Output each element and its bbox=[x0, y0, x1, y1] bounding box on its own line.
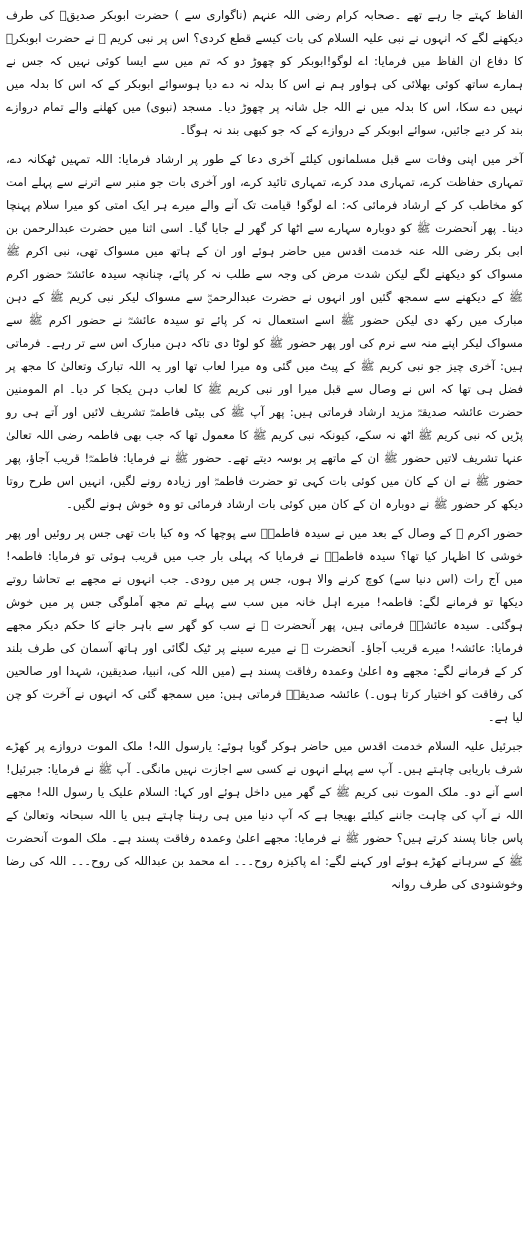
paragraph-angel-of-death: جبرئیل علیہ السلام خدمت اقدس میں حاضر ہوکر گویا ہوئے: یارسول اللہ! ملک الموت دروازے پر کھڑے شرف باریابی چاہتے ہیں۔ آپ سے پہلے انہوں نے کسی سے اجازت نہیں مانگی۔ آپ ﷺ نے فرمایا: جبرئیل! اسے آنے دو۔ ملک الموت نبی کریم ﷺ کے گھر میں داخل ہوئے اور کہا: السلام علیک یا رسول اللہ! مجھے اللہ نے آپ کی چاہت جاننے کیلئے بھیجا ہے کہ آپ دنیا میں ہی رہنا چاہتے ہیں یا اللہ سبحانہ وتعالیٰ کے پاس جانا پسند کرتے ہیں؟ حضور ﷺ نے فرمایا: مجھے اعلیٰ وعمدہ رفاقت پسند ہے۔ ملک الموت آنحضرت ﷺ کے سرہانے کھڑے ہوئے اور کہنے لگے: اے پاکیزہ روح۔۔۔ اے محمد بن عبداللہ کی روح۔۔۔ اللہ کی رضا وخوشنودی کی طرف روانہ bbox=[6, 739, 523, 891]
paragraph-fatima: حضور اکرم ﷺ کے وصال کے بعد میں نے سیدہ فاطمہؓ سے پوچھا کہ وہ کیا بات تھی جس پر روئیں اور پھر خوشی کا اظہار کیا تھا؟ سیدہ فاطمہؓ نے فرمایا کہ پہلی بار جب میں قریب ہوئی تو فرمایا: فاطمہ! میں آج رات (اس دنیا سے) کوچ کرنے والا ہوں، جس پر میں رودی۔ جب انہوں نے مجھے بے تحاشا روتے دیکھا تو فرمانے لگے: فاطمہ! میرے اہل خانہ میں سب سے پہلے تم مجھ آملوگی جس پر میں خوش ہوگئی۔ سیدہ عائشہؓ فرماتی ہیں، پھر آنحضرت ﷺ نے سب کو گھر سے باہر جانے کا حکم دیکر مجھے فرمایا: عائشہ! میرے قریب آجاؤ۔ آنحضرت ﷺ نے میرے سینے پر ٹیک لگائی اور ہاتھ آسمان کی طرف بلند کر کے فرمانے لگے: مجھے وہ اعلیٰ وعمدہ رفاقت پسند ہے (میں اللہ کی، انبیا، صدیقین، شہدا اور صالحین کی رفاقت کو اختیار کرتا ہوں۔) عائشہ صدیقہؓ فرماتی ہیں: میں سمجھ گئی کہ انہوں نے آخرت کو چن لیا ہے۔ bbox=[6, 526, 523, 724]
paragraph-last-prayer-and-siwak: آخر میں اپنی وفات سے قبل مسلمانوں کیلئے آخری دعا کے طور پر ارشاد فرمایا: اللہ تمہیں ٹھکانہ دے، تمہاری حفاظت کرے، تمہاری مدد کرے، تمہاری تائید کرے، اور آخری بات جو منبر سے اترنے سے پہلے امت کو مخاطب کر کے ارشاد فرمائی کہ: اے لوگو! قیامت تک آنے والے میرے ہر ایک امتی کو میرا سلام پہنچا دینا۔ پھر آنحضرت ﷺ کو دوبارہ سہارے سے اٹھا کر گھر لے جایا گیا۔ اسی اثنا میں حضرت عبدالرحمن بن ابی بکر رضی اللہ عنہ خدمت اقدس میں حاضر ہوئے اور ان کے ہاتھ میں مسواک تھی، نبی اکرم ﷺ مسواک کو دیکھنے لگے لیکن شدت مرض کی وجہ سے طلب نہ کر پائے، چنانچہ سیدہ عائشہؓ حضور اکرم ﷺ کے دیکھنے سے سمجھ گئیں اور انہوں نے حضرت عبدالرحمنؓ سے مسواک لیکر نبی کریم ﷺ کے دہن مبارک میں رکھ دی لیکن حضور ﷺ اسے استعمال نہ کر پائے تو سیدہ عائشہؓ نے حضور اکرم ﷺ سے مسواک لیکر اپنے منہ سے نرم کی اور پھر حضور ﷺ کو لوٹا دی تاکہ دہن مبارک اس سے تر رہے۔ فرماتی ہیں: آخری چیز جو نبی کریم ﷺ کے پیٹ میں گئی وہ میرا لعاب تھا اور یہ اللہ تبارک وتعالیٰ کا مجھ پر فضل ہی تھا کہ اس نے وصال سے قبل میرا اور نبی کریم ﷺ کا لعاب دہن یکجا کر دیا۔ ام المومنین حضرت عائشہ صدیقہؓ مزید ارشاد فرماتی ہیں: پھر آپ ﷺ کی بیٹی فاطمہؓ تشریف لائیں اور آتے ہی رو پڑیں کہ نبی کریم ﷺ اٹھ نہ سکے، کیونکہ نبی کریم ﷺ کا معمول تھا کہ جب بھی فاطمہ رضی اللہ تعالیٰ عنہا تشریف لاتیں حضور ﷺ ان کے ماتھے پر بوسہ دیتے تھے۔ حضور ﷺ نے فرمایا: فاطمہؓ! قریب آجاؤ، پھر حضور ﷺ نے ان کے کان میں کوئی بات کہی تو حضرت فاطمہؓ اور زیادہ رونے لگیں، انہیں اس طرح روتا دیکھ کر حضور ﷺ نے دوبارہ ان کے کان میں کوئی بات ارشاد فرمائی تو وہ خوش ہونے لگیں۔ bbox=[6, 152, 523, 511]
paragraph-abu-bakr: الفاظ کہتے جا رہے تھے ۔صحابہ کرام رضی اللہ عنہم (ناگواری سے ) حضرت ابوبکر صدیقؓ کی طرف دیکھنے لگے کہ انہوں نے نبی علیہ السلام کی بات کیسے قطع کردی؟ اس پر نبی کریم ﷺ نے حضرت ابوبکرؓ کا دفاع ان الفاظ میں فرمایا: اے لوگو!ابوبکر کو چھوڑ دو کہ تم میں سے ایسا کوئی نہیں کہ جس نے ہمارے ساتھ کوئی بھلائی کی ہواور ہم نے اس کا بدلہ نہ دے دیا ہوسوائے ابوبکر کے کہ اس کا بدلہ میں نہیں دے سکا، اس کا بدلہ میں نے اللہ جل شانہ پر چھوڑ دیا۔ مسجد (نبوی) میں کھلنے والے تمام دروازے بند کر دیے جائیں، سوائے ابوبکر کے دروازے کے کہ جو کبھی بند نہ ہوگا۔ bbox=[6, 8, 523, 137]
